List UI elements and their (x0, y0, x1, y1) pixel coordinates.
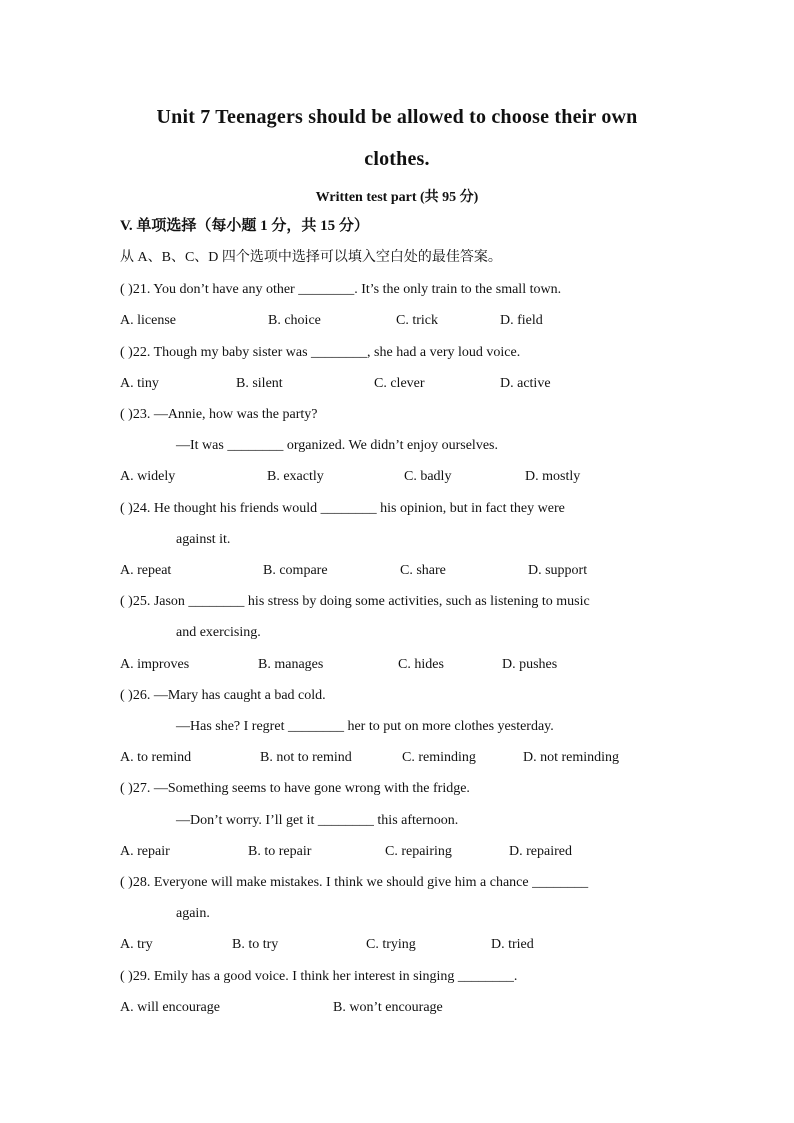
question-28-option-d: D. tried (491, 937, 534, 952)
question-26-stem: ( )26. —Mary has caught a bad cold. (120, 688, 326, 703)
question-22-stem: ( )22. Though my baby sister was ________, she had a very loud voice. (120, 345, 521, 360)
question-27-option-d: D. repaired (509, 844, 572, 859)
question-28-stem-line2: again. (176, 906, 210, 921)
question-24-option-d: D. support (528, 563, 588, 578)
question-29-stem: ( )29. Emily has a good voice. I think her interest in singing ________. (120, 969, 518, 984)
question-28-stem: ( )28. Everyone will make mistakes. I think we should give him a chance ________ (120, 875, 589, 890)
question-26-option-c: C. reminding (402, 750, 476, 765)
question-21-option-c: C. trick (396, 313, 438, 328)
question-26-option-a: A. to remind (120, 750, 192, 765)
question-23-option-c: C. badly (404, 469, 452, 484)
question-27-stem-line2: —Don’t worry. I’ll get it ________ this afternoon. (176, 813, 459, 828)
question-23-option-d: D. mostly (525, 469, 581, 484)
question-27-option-a: A. repair (120, 844, 170, 859)
question-28-option-b: B. to try (232, 937, 279, 952)
question-23-option-a: A. widely (120, 469, 176, 484)
question-25-option-c: C. hides (398, 657, 444, 672)
question-24-option-a: A. repeat (120, 563, 172, 578)
question-26-stem-line2: —Has she? I regret ________ her to put on more clothes yesterday. (176, 719, 554, 734)
question-25-stem-line2: and exercising. (176, 625, 261, 640)
question-21-option-a: A. license (120, 313, 176, 328)
question-23-stem: ( )23. —Annie, how was the party? (120, 407, 318, 422)
question-26-option-d: D. not reminding (523, 750, 620, 765)
question-25-option-a: A. improves (120, 657, 190, 672)
question-22-option-b: B. silent (236, 376, 283, 391)
question-22-option-a: A. tiny (120, 376, 159, 391)
question-23-stem-line2: —It was ________ organized. We didn’t enjoy ourselves. (176, 438, 498, 453)
question-22-option-d: D. active (500, 376, 551, 391)
question-23-option-b: B. exactly (267, 469, 324, 484)
question-27-stem: ( )27. —Something seems to have gone wrong with the fridge. (120, 781, 470, 796)
section-heading: V. 单项选择（每小题 1 分，共 15 分） (120, 218, 369, 234)
question-21-option-b: B. choice (268, 313, 321, 328)
question-24-option-c: C. share (400, 563, 446, 578)
page-title-line1: Unit 7 Teenagers should be allowed to choose their own (156, 106, 638, 128)
question-24-stem: ( )24. He thought his friends would ________ his opinion, but in fact they were (120, 501, 565, 516)
question-25-stem: ( )25. Jason ________ his stress by doing some activities, such as listening to music (120, 594, 590, 609)
question-24-stem-line2: against it. (176, 532, 231, 547)
question-22-option-c: C. clever (374, 376, 425, 391)
question-29-option-b: B. won’t encourage (333, 1000, 443, 1015)
question-25-option-d: D. pushes (502, 657, 558, 672)
question-25-option-b: B. manages (258, 657, 324, 672)
question-27-option-c: C. repairing (385, 844, 452, 859)
page-title-line2: clothes. (364, 148, 430, 170)
question-21-option-d: D. field (500, 313, 543, 328)
section-instruction: 从 A、B、C、D 四个选项中选择可以填入空白处的最佳答案。 (120, 250, 502, 265)
question-21-stem: ( )21. You don’t have any other ________. It’s the only train to the small town. (120, 282, 562, 297)
question-27-option-b: B. to repair (248, 844, 312, 859)
page-subtitle: Written test part (共 95 分) (315, 190, 479, 205)
question-24-option-b: B. compare (263, 563, 328, 578)
question-26-option-b: B. not to remind (260, 750, 352, 765)
question-29-option-a: A. will encourage (120, 1000, 220, 1015)
question-28-option-c: C. trying (366, 937, 416, 952)
question-28-option-a: A. try (120, 937, 153, 952)
